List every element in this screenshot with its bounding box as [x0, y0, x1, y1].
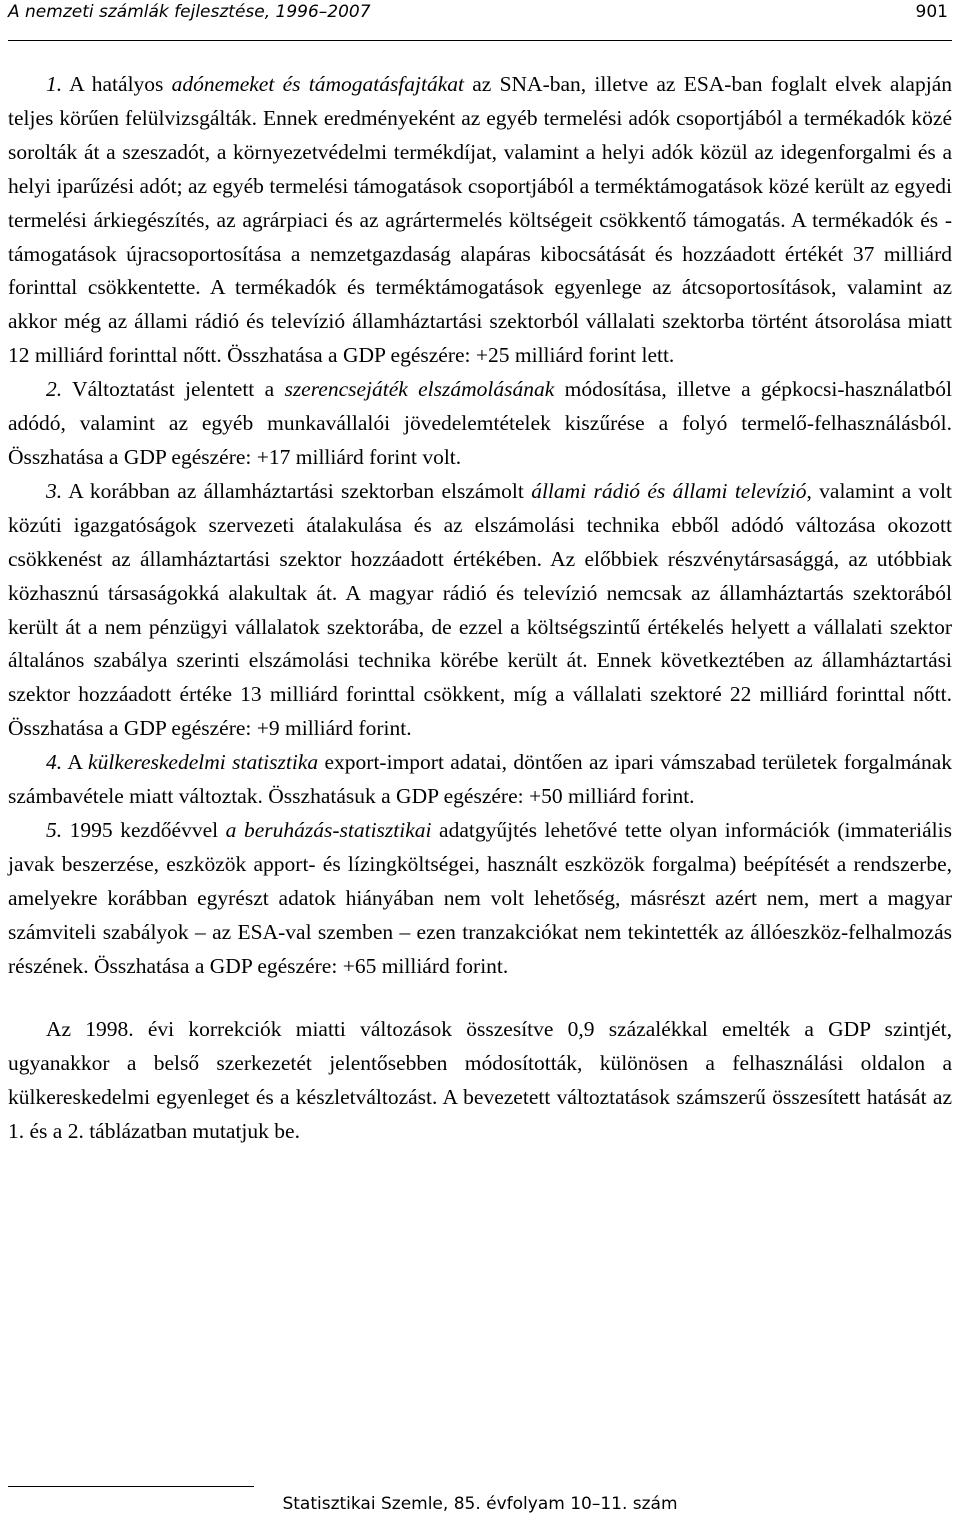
item-number: 5.	[46, 817, 63, 842]
paragraph-text: az SNA-ban, illetve az ESA-ban foglalt elvek alapján teljes körűen felülvizsgálták. Ennek eredményeként az egyéb termelési adók csoportjából a termékadók közé sorolták át a szeszadót, a környezetvédelmi termékdíjat, valamint a helyi adók közül az idegenforgalmi és a helyi iparűzési adót; az egyéb termelési támogatások csoportjából a terméktámogatások közé került az egyedi termelési árkiegészítés, az agrárpiaci és az agrártermelés költségeit csökkentő támogatás. A termékadók és -támogatások újracsoportosítása a nemzetgazdaság alapáras kibocsátását és hozzáadott értékét 37 milliárd forinttal csökkentette. A termékadók és terméktámogatások egyenlege az átcsoportosítások, valamint az akkor még az állami rádió és televízió államháztartási szektorból vállalati szektorba történt átsorolása miatt 12 milliárd forinttal nőtt. Összhatása a GDP egészére: +25 milliárd forint lett.	[8, 72, 952, 368]
footer-rule	[8, 1486, 254, 1487]
body-text	[8, 68, 952, 1149]
item-number: 2.	[46, 377, 63, 402]
paragraph-text: adatgyűjtés lehetővé tette olyan információk (immateriális javak beszerzése, eszközök apport- és lízingköltségei, használt eszközök forgalma) beépítését a rendszerbe, amelyekre korábban egyrészt adatok hiányában nem volt lehetőség, másrészt azért nem, mert a magyar számviteli szabályok – az ESA-val szemben – ezen tranzakciókat nem tekintették az állóeszköz-felhalmozás részének. Összhatása a GDP egészére: +65 milliárd forint.	[8, 817, 952, 978]
paragraph-text: módosítása, illetve a gépkocsi-használatból adódó, valamint az egyéb munkavállalói jövedelemtételek kiszűrése a folyó termelő-felhasználásból. Összhatása a GDP egészére: +17 milliárd forint volt.	[8, 377, 952, 469]
italic-term: külkereskedelmi statisztika	[88, 750, 319, 775]
item-number: 3.	[46, 478, 63, 503]
running-head-title: A nemzeti számlák fejlesztése, 1996–2007	[8, 2, 371, 22]
paragraph-5	[8, 814, 952, 984]
item-number: 1.	[46, 72, 63, 96]
page-footer: Statisztikai Szemle, 85. évfolyam 10–11. szám	[282, 1494, 678, 1514]
paragraph-text: Változtatást jelentett a	[62, 377, 285, 402]
item-number: 4.	[46, 750, 63, 775]
paragraph-summary: Az 1998. évi korrekciók miatti változások összesítve 0,9 százalékkal emelték a GDP szintjét, ugyanakkor a belső szerkezetét jelentősebben módosították, különösen a felhasználási oldalon a külkereskedelmi egyenleget és a készletváltozást. A bevezetett változtatások számszerű összesített hatását az 1. és a 2. táblázatban mutatjuk be.	[8, 1017, 952, 1144]
paragraph-text: export-import adatai, döntően az ipari vámszabad területek forgalmának számbavétele miatt változtak. Összhatásuk a GDP egészére: +50 milliárd forint.	[8, 750, 953, 809]
paragraph-4	[8, 746, 952, 814]
paragraph-3	[8, 475, 952, 746]
italic-term: szerencsejáték elszámolásának	[284, 377, 555, 402]
italic-term: a beruházás-statisztikai	[225, 817, 432, 842]
page-number: 901	[915, 2, 948, 22]
paragraph-text: A	[62, 750, 89, 775]
paragraph-text: , valamint a volt közúti igazgatóságok szervezeti átalakulása és az elszámolási technika ebből adódó változása okozott csökkenést az államháztartási szektor hozzáadott értékében. Az előbbiek részvénytársasággá, az utóbbiak közhasznú társaságokká alakultak át. A magyar rádió és televízió nemcsak az államháztartás szektorából került át a nem pénzügyi vállalatok szektorába, de ezzel a költségszintű értékelés helyett a vállalati szektor általános szabálya szerinti elszámolási technika körébe került át. Ennek következtében az államháztartási szektor hozzáadott értéke 13 milliárd forinttal csökkent, míg a vállalati szektoré 22 milliárd forinttal nőtt. Összhatása a GDP egészére: +9 milliárd forint.	[8, 478, 952, 741]
paragraph-2	[8, 373, 952, 475]
paragraph-text: A korábban az államháztartási szektorban elszámolt	[62, 478, 532, 503]
paragraph-text: 1995 kezdőévvel	[62, 817, 226, 842]
paragraph-1	[8, 68, 952, 373]
italic-term: állami rádió és állami televízió	[531, 478, 807, 503]
italic-term: adónemeket és támogatásfajtákat	[171, 72, 464, 96]
running-header	[8, 0, 952, 41]
paragraph-text: A hatályos	[62, 72, 172, 96]
